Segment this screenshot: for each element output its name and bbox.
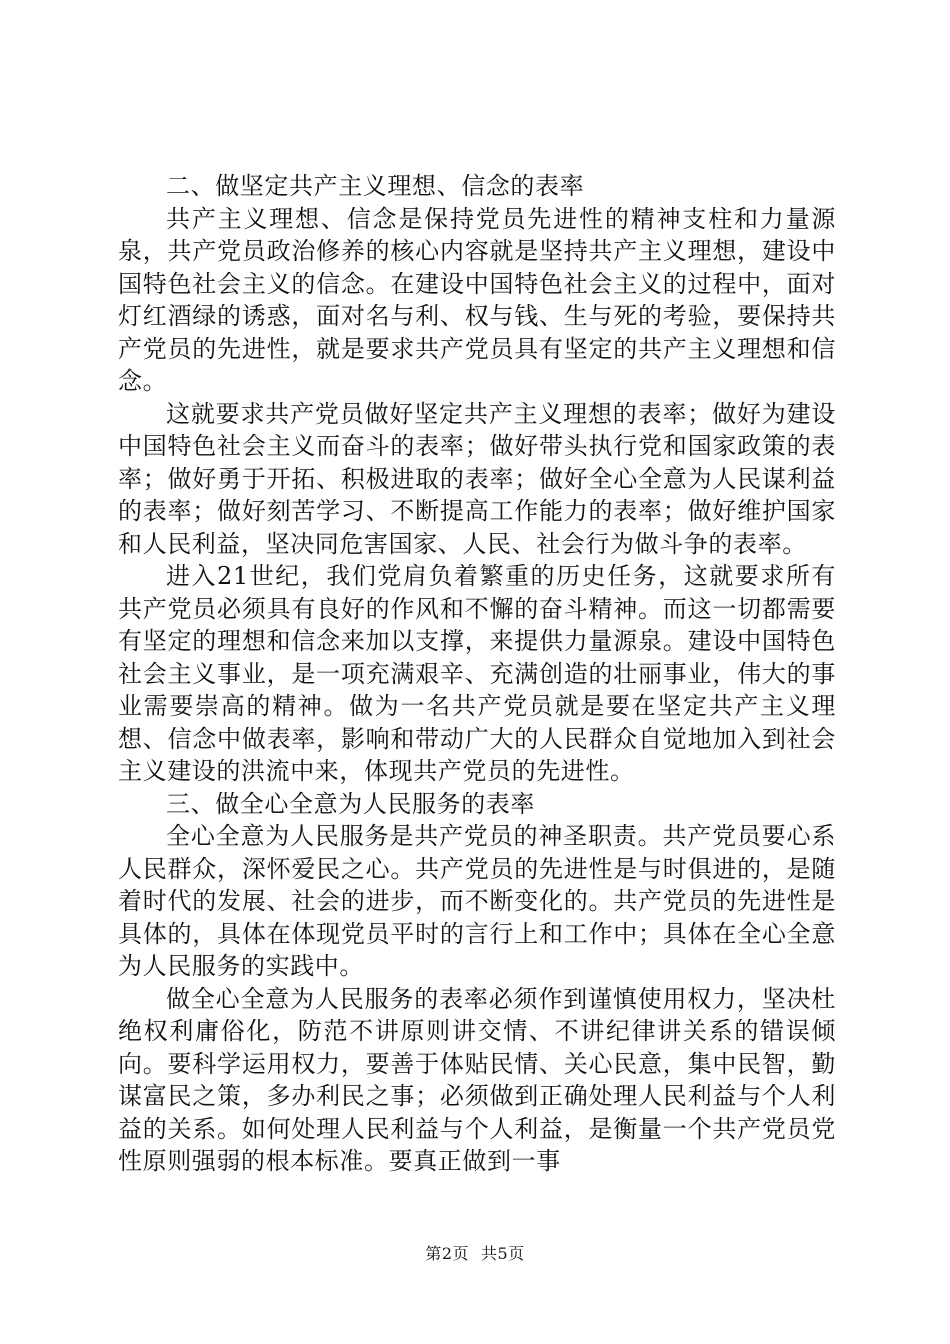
page-total: 共5页 bbox=[481, 1244, 525, 1263]
document-body bbox=[118, 170, 836, 1178]
paragraph: 进入21世纪，我们党肩负着繁重的历史任务，这就要求所有共产党员必须具有良好的作风和不懈的奋斗精神。而这一切都需要有坚定的理想和信念来加以支撑，来提供力量源泉。建设中国特色社会主义事业，是一项充满艰辛、充满创造的壮丽事业，伟大的事业需要崇高的精神。做为一名共产党员就是要在坚定共产主义理想、信念中做表率，影响和带动广大的人民群众自觉地加入到社会主义建设的洪流中来，体现共产党员的先进性。 bbox=[118, 562, 836, 785]
paragraph: 共产主义理想、信念是保持党员先进性的精神支柱和力量源泉，共产党员政治修养的核心内容就是坚持共产主义理想，建设中国特色社会主义的信念。在建设中国特色社会主义的过程中，面对灯红酒绿的诱惑，面对名与利、权与钱、生与死的考验，要保持共产党员的先进性，就是要求共产党员具有坚定的共产主义理想和信念。 bbox=[118, 204, 836, 395]
section-heading: 二、做坚定共产主义理想、信念的表率 bbox=[166, 172, 585, 200]
paragraph: 全心全意为人民服务是共产党员的神圣职责。共产党员要心系人民群众，深怀爱民之心。共产党员的先进性是与时俱进的，是随着时代的发展、社会的进步，而不断变化的。共产党员的先进性是具体的，具体在体现党员平时的言行上和工作中；具体在全心全意为人民服务的实践中。 bbox=[118, 822, 836, 980]
page-number: 第2页 bbox=[425, 1244, 469, 1263]
page-footer bbox=[0, 1244, 950, 1264]
paragraph: 做全心全意为人民服务的表率必须作到谨慎使用权力，坚决杜绝权利庸俗化，防范不讲原则讲交情、不讲纪律讲关系的错误倾向。要科学运用权力，要善于体贴民情、关心民意，集中民智，勤谋富民之策，多办利民之事；必须做到正确处理人民利益与个人利益的关系。如何处理人民利益与个人利益，是衡量一个共产党员党性原则强弱的根本标准。要真正做到一事 bbox=[118, 984, 836, 1175]
section-heading: 三、做全心全意为人民服务的表率 bbox=[166, 789, 535, 818]
paragraph: 这就要求共产党员做好坚定共产主义理想的表率；做好为建设中国特色社会主义而奋斗的表率；做好带头执行党和国家政策的表率；做好勇于开拓、积极进取的表率；做好全心全意为人民谋利益的表率；做好刻苦学习、不断提高工作能力的表率；做好维护国家和人民利益，坚决同危害国家、人民、社会行为做斗争的表率。 bbox=[118, 399, 836, 558]
